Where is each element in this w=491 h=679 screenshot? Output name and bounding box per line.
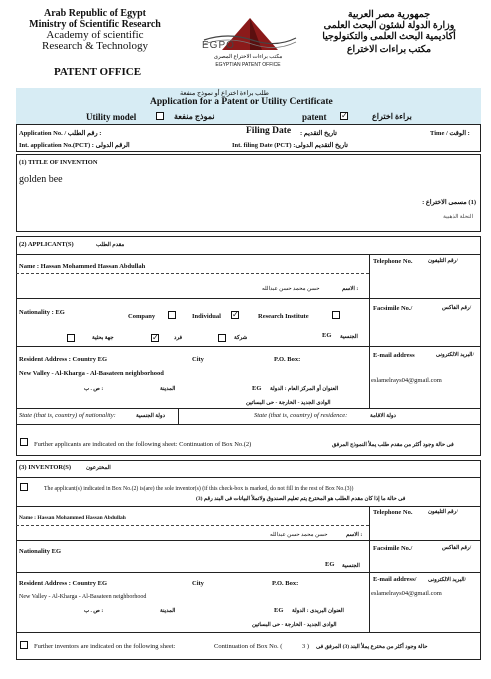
utility-model-label: Utility model bbox=[86, 112, 137, 122]
inventor-po-box-label-ar: ص . ب : bbox=[84, 608, 104, 614]
patent-checkbox[interactable]: ✓ bbox=[341, 111, 348, 120]
further-inventors-text-ar: حالة وجود أكثر من مخترع يملأ البند (3) المرفق فى bbox=[316, 644, 428, 650]
inventor-facsimile-label-ar: رقم الفاكس/ bbox=[442, 545, 472, 551]
utility-model-label-ar: نموذج منفعة bbox=[174, 112, 215, 121]
research-institute-checkbox[interactable] bbox=[332, 311, 340, 319]
telephone-label-ar: رقم التليفون/ bbox=[428, 258, 458, 264]
filing-date-label-ar: : تاريخ التقديم bbox=[300, 130, 337, 137]
application-subtitle-ar: طلب براءة اختراع أو نموذج منفعة bbox=[180, 90, 269, 97]
header-right-line-2: وزارة الدولة لشئون البحث العلمى bbox=[323, 21, 455, 31]
email-label-ar: البريد الالكترونى/ bbox=[435, 352, 474, 358]
inventor-name-label-ar: الاسم : bbox=[346, 532, 363, 538]
street-address-ar[interactable]: الوادى الجديد - الخارجة - حى البساتين bbox=[246, 400, 331, 406]
individual-label: Individual bbox=[192, 313, 221, 320]
title-value-ar[interactable]: النحلة الذهبية bbox=[443, 214, 473, 220]
applicant-label-ar: مقدم الطلب bbox=[96, 242, 125, 248]
inventor-email-label: E-mail address/ bbox=[373, 576, 417, 583]
inventor-city-label: City bbox=[192, 580, 204, 587]
header-left-line-4: Research & Technology bbox=[42, 40, 148, 52]
patent-label-ar: براءة اختراع bbox=[372, 112, 412, 121]
inventor-telephone-label-ar: رقم التليفون/ bbox=[428, 509, 458, 515]
telephone-label: Telephone No. bbox=[373, 258, 413, 265]
country-value-ar: EG bbox=[252, 385, 262, 392]
research-institute-label-ar: جهة بحثية bbox=[92, 335, 114, 341]
inventor-address-label: Resident Address : Country EG bbox=[19, 580, 108, 587]
company-label-ar: شركة bbox=[234, 335, 248, 341]
patent-office-title: PATENT OFFICE bbox=[54, 66, 142, 78]
divider bbox=[16, 346, 481, 347]
sole-inventor-text: The applicant(s) indicated in Box No.(2) is(are) the sole inventor(s) (if this check-box is marked, do not fill in the rest of Box No.(3)) bbox=[44, 486, 354, 492]
header-right-line-1: جمهورية مصر العربية bbox=[347, 10, 431, 20]
time-label: Time / الوقت : bbox=[430, 130, 470, 137]
further-inventors-text: Further inventors are indicated on the following sheet: bbox=[34, 643, 176, 650]
utility-model-checkbox[interactable] bbox=[156, 112, 164, 120]
patent-label: patent bbox=[302, 112, 327, 122]
further-applicants-text-ar: فى حالة وجود أكثر من مقدم طلب يملأ النموذج المرفق bbox=[332, 442, 454, 448]
further-applicants-checkbox[interactable] bbox=[20, 438, 28, 446]
inventor-street-address[interactable]: New Valley - Al-Kharga - Al-Basateen neighborhood bbox=[19, 594, 147, 600]
header-right-line-4: مكتب براءات الاختراع bbox=[346, 45, 432, 55]
further-inventors-checkbox[interactable] bbox=[20, 641, 28, 649]
filing-date-label: Filing Date bbox=[246, 126, 292, 136]
divider bbox=[16, 540, 481, 541]
title-value[interactable]: golden bee bbox=[19, 174, 63, 185]
inventor-name-ar[interactable]: حسن محمد حسن عبدالله bbox=[270, 532, 328, 538]
inventor-telephone-label: Telephone No. bbox=[373, 509, 413, 516]
state-nationality-label-ar: دولة الجنسية bbox=[136, 413, 166, 419]
header-right bbox=[299, 10, 479, 56]
po-box-label-ar: ص . ب : bbox=[84, 386, 104, 392]
inventor-postal-label-ar: العنوان البريدى : الدولة bbox=[292, 608, 344, 614]
state-residence-label: State (that is, country) of residence: bbox=[254, 412, 348, 419]
egpo-logo bbox=[198, 14, 298, 76]
state-residence-label-ar: دولة الاقامة bbox=[370, 413, 396, 419]
sole-inventor-text-ar: فى حالة ما إذا كان مقدم الطلب هو المخترع يتم تعليم الصندوق ولاتملأ البيانات فى البند رقم (3) bbox=[196, 496, 406, 502]
further-applicants-text: Further applicants are indicated on the following sheet: Continuation of Box No.(2) bbox=[34, 441, 252, 448]
divider bbox=[16, 298, 481, 299]
divider bbox=[16, 632, 481, 633]
company-ar-checkbox[interactable] bbox=[218, 334, 226, 342]
header-left-line-2: Ministry of Scientific Research bbox=[29, 19, 161, 30]
title-label-ar: (1) مسمى الاختراع : bbox=[422, 199, 476, 206]
further-inventors-box-ref: Continuation of Box No. ( bbox=[214, 643, 283, 650]
city-label-ar: المدينة bbox=[160, 386, 176, 392]
divider bbox=[16, 273, 369, 274]
further-inventors-box-number: 3 ) bbox=[302, 643, 310, 650]
divider bbox=[16, 254, 481, 255]
inventor-name[interactable]: Name : Hassan Mohammed Hassan Abdullah bbox=[19, 515, 126, 521]
inventor-email-label-ar: البريد الالكترونى/ bbox=[428, 577, 467, 583]
application-title: Application for a Patent or Utility Certificate bbox=[150, 97, 333, 107]
applicant-name-label-ar: الاسم : bbox=[342, 286, 359, 292]
research-institute-ar-checkbox[interactable] bbox=[67, 334, 75, 342]
facsimile-label: Facsimile No./ bbox=[373, 305, 413, 312]
individual-ar-checkbox[interactable]: ✓ bbox=[152, 333, 159, 342]
sole-inventor-checkbox[interactable] bbox=[20, 483, 28, 491]
inventor-label: (3) INVENTOR(S) bbox=[19, 464, 72, 471]
divider bbox=[16, 477, 481, 478]
email-value[interactable]: eslamelrays04@gmail.com bbox=[371, 377, 442, 384]
applicant-name-ar[interactable]: حسن محمد حسن عبدالله bbox=[262, 286, 320, 292]
header-left-line-1: Arab Republic of Egypt bbox=[44, 8, 146, 19]
applicant-name[interactable]: Name : Hassan Mohammed Hassan Abdullah bbox=[19, 263, 146, 270]
header-right-line-3: أكاديمية البحث العلمى والتكنولوجيا bbox=[322, 32, 456, 42]
divider bbox=[16, 424, 481, 425]
inventor-city-label-ar: المدينة bbox=[160, 608, 176, 614]
company-label: Company bbox=[128, 313, 156, 320]
individual-checkbox[interactable]: ✓ bbox=[232, 310, 239, 319]
inventor-label-ar: المخترعون bbox=[86, 465, 111, 471]
inventor-po-box-label: P.O. Box: bbox=[272, 580, 299, 587]
research-institute-label: Research Institute bbox=[258, 313, 309, 320]
divider bbox=[16, 572, 481, 573]
inventor-facsimile-label: Facsimile No./ bbox=[373, 545, 413, 552]
inventor-street-address-ar[interactable]: الوادى الجديد - الخارجة - حى البساتين bbox=[252, 622, 337, 628]
inventor-nationality-label-ar: الجنسية bbox=[342, 563, 360, 569]
po-box-label: P.O. Box: bbox=[274, 356, 301, 363]
street-address[interactable]: New Valley - Al-Kharga - Al-Basateen neighborhood bbox=[19, 370, 164, 377]
nationality-label: Nationality : EG bbox=[19, 309, 65, 316]
inventor-email-value[interactable]: eslamelrays04@gmail.com bbox=[371, 590, 442, 597]
divider bbox=[16, 506, 481, 507]
application-number-label: Application No. / رقم الطلب : bbox=[19, 130, 102, 137]
title-label: (1) TITLE OF INVENTION bbox=[19, 159, 98, 166]
nationality-value-ar: EG bbox=[322, 332, 332, 339]
intl-application-label: Int. application No.(PCT) : الرقم الدولى bbox=[19, 142, 130, 149]
city-label: City bbox=[192, 356, 204, 363]
divider bbox=[16, 525, 369, 526]
nationality-label-ar: الجنسية bbox=[340, 334, 358, 340]
header-left-line-3: Academy of scientific bbox=[46, 29, 144, 41]
logo-letters: EGPO bbox=[202, 40, 235, 51]
country-label-ar: العنوان أو المركز العام : الدولة bbox=[270, 386, 339, 392]
individual-label-ar: فرد bbox=[174, 335, 183, 341]
resident-address-label: Resident Address : Country EG bbox=[19, 356, 108, 363]
inventor-nationality-value-ar: EG bbox=[325, 561, 335, 568]
logo-english: EGYPTIAN PATENT OFFICE bbox=[215, 62, 281, 68]
facsimile-label-ar: رقم الفاكس/ bbox=[442, 305, 472, 311]
applicant-label: (2) APPLICANT(S) bbox=[19, 241, 74, 248]
divider bbox=[369, 254, 370, 408]
inventor-nationality-label: Nationality EG bbox=[19, 548, 62, 555]
divider bbox=[16, 408, 481, 409]
logo-arabic: مكتب براءات الاختراع المصرى bbox=[213, 54, 283, 60]
divider bbox=[178, 408, 179, 424]
header-left bbox=[0, 8, 190, 52]
divider bbox=[369, 506, 370, 632]
email-label: E-mail address bbox=[373, 352, 415, 359]
inventor-postal-value-ar: EG bbox=[274, 607, 284, 614]
state-nationality-label: State (that is, country) of nationality: bbox=[19, 412, 116, 419]
company-checkbox[interactable] bbox=[168, 311, 176, 319]
intl-filing-date-label: Int. filing Date (PCT) :تاريخ التقديم الدولى bbox=[232, 142, 348, 149]
